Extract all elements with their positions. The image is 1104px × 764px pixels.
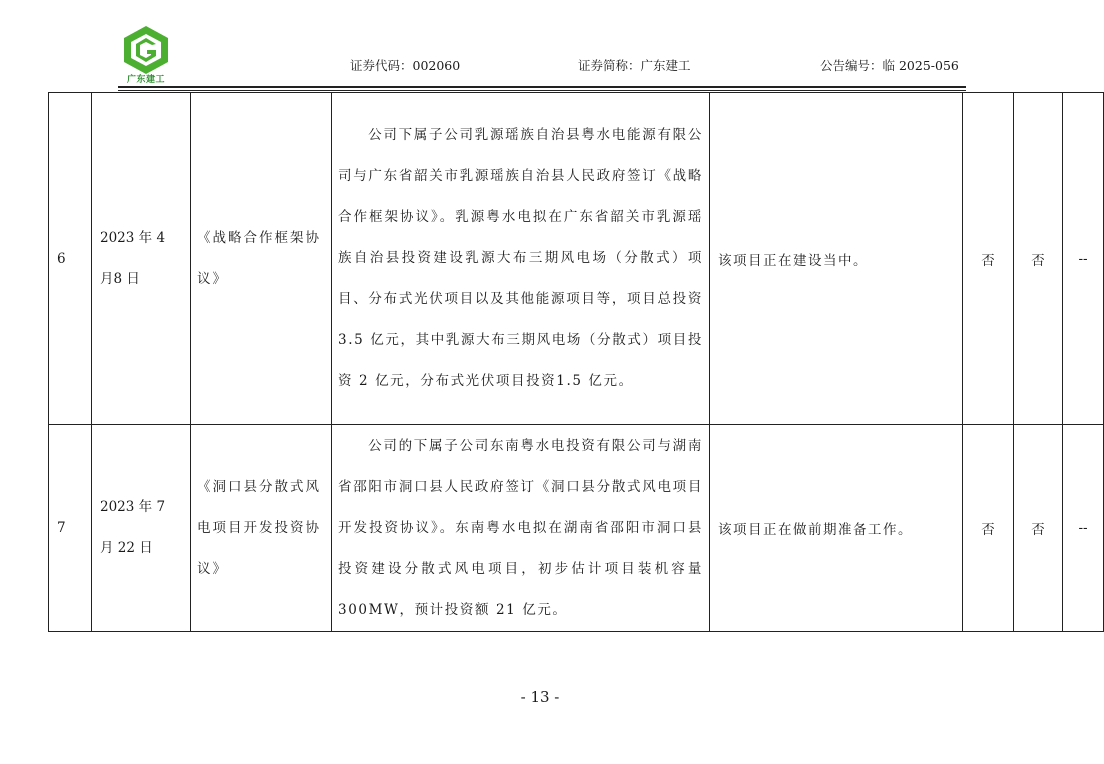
progress-status: 该项目正在做前期准备工作。 [710,425,963,632]
header-rule-thin [118,90,966,91]
sign-date: 2023 年 4 月8 日 [92,93,191,425]
agreement-description [332,93,710,425]
agreements-table [48,92,1104,632]
description-text: 公司下属子公司乳源瑶族自治县粤水电能源有限公司与广东省韶关市乳源瑶族自治县人民政府签订《战略合作框架协议》。乳源粤水电拟在广东省韶关市乳源瑶族自治县投资建设乳源大布三期风电场（分散式）项目、分布式光伏项目以及其他能源项目等，项目总投资 3.5 亿元，其中乳源大布三期风电场（分散式）项目投资 2 亿元，分布式光伏项目投资1.5 亿元。 [338,127,703,389]
description-text: 公司的下属子公司东南粤水电投资有限公司与湖南省邵阳市洞口县人民政府签订《洞口县分散式风电项目开发投资协议》。东南粤水电拟在湖南省邵阳市洞口县投资建设分散式风电项目，初步估计项目装机容量 300MW，预计投资额 21 亿元。 [338,437,703,618]
agreement-name: 《战略合作框架协议》 [191,93,332,425]
sign-date: 2023 年 7 月 22 日 [92,425,191,632]
logo-text: 广东建工 [126,75,165,85]
table-row [49,93,1104,425]
page-number: - 13 - [520,688,560,706]
flag-cell-2: 否 [1014,93,1063,425]
remark-cell: -- [1063,93,1104,425]
agreement-description [332,425,710,632]
stock-abbreviation: 证券简称：广东建工 [578,58,691,73]
flag-cell-2: 否 [1014,425,1063,632]
announcement-number: 公告编号：临 2025-056 [820,58,959,73]
flag-cell-1: 否 [963,425,1014,632]
flag-cell-1: 否 [963,93,1014,425]
stock-code: 证券代码：002060 [350,58,461,73]
page-header [0,0,1080,95]
row-number: 6 [49,93,92,425]
table-row [49,425,1104,632]
progress-status: 该项目正在建设当中。 [710,93,963,425]
row-number: 7 [49,425,92,632]
remark-cell: -- [1063,425,1104,632]
agreement-name: 《洞口县分散式风电项目开发投资协议》 [191,425,332,632]
header-rule [118,86,966,88]
